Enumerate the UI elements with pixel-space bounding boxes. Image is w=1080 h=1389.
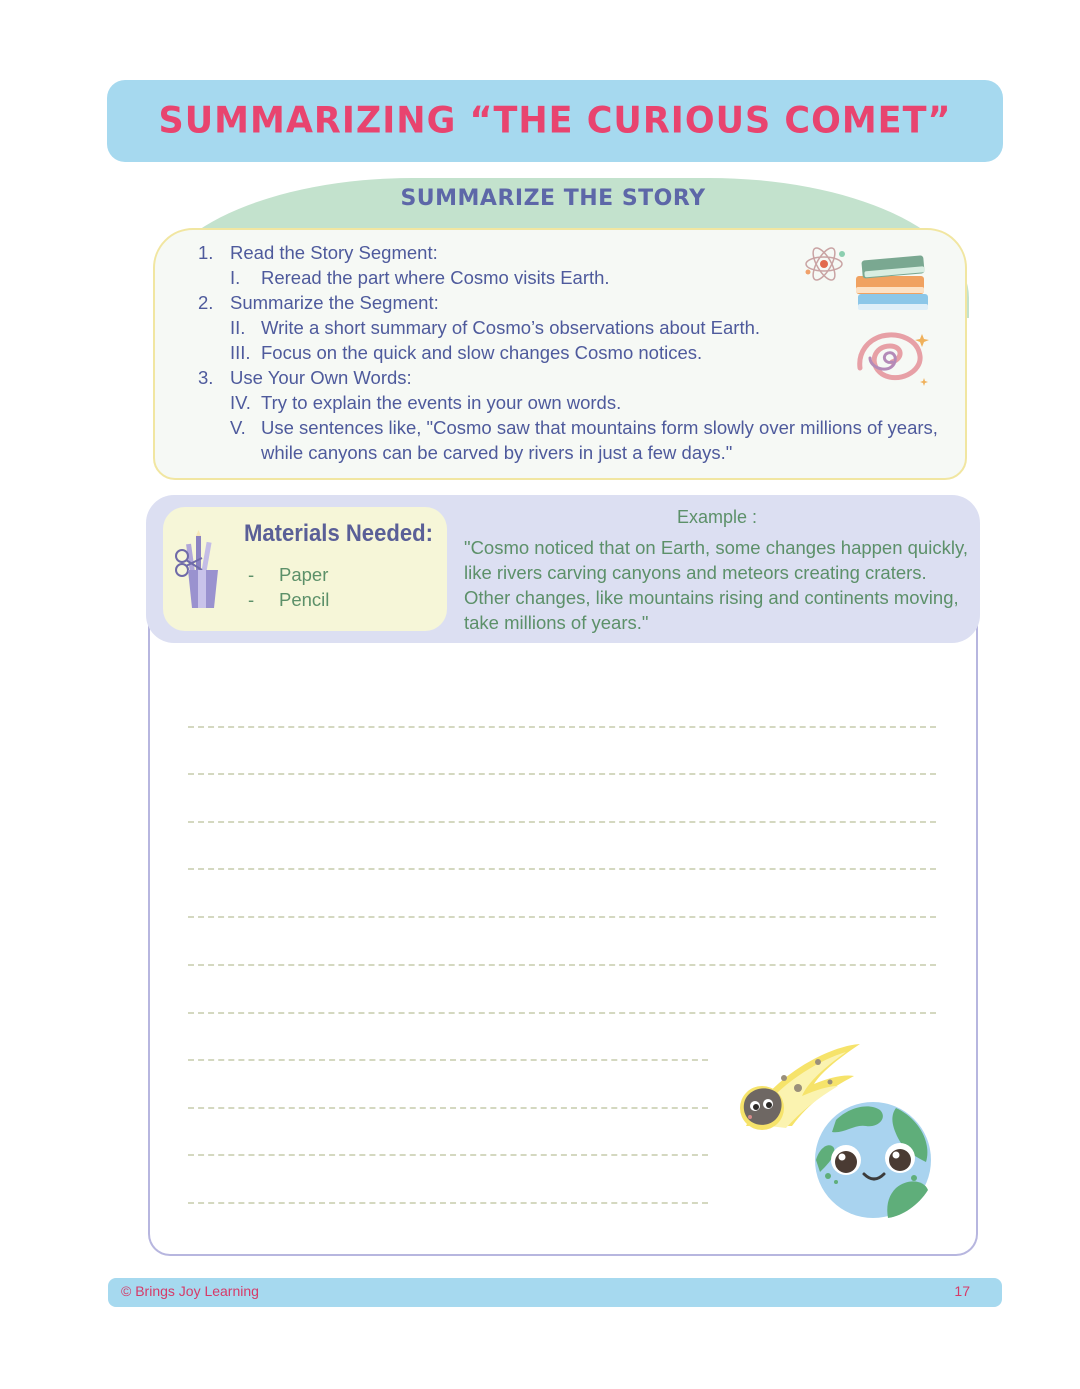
summary-heading: SUMMARIZE THE STORY xyxy=(400,186,706,211)
step-label: Use Your Own Words: xyxy=(230,367,412,388)
list-dash: - xyxy=(248,589,255,610)
writing-line[interactable] xyxy=(188,1059,708,1061)
writing-line[interactable] xyxy=(188,1154,708,1156)
sub-step-item xyxy=(198,315,958,340)
writing-line[interactable] xyxy=(188,821,936,823)
sub-step-number: IV. xyxy=(230,392,251,413)
materials-item-text: Pencil xyxy=(279,589,330,610)
example-label: Example : xyxy=(676,507,758,527)
footer-copyright: © Brings Joy Learning xyxy=(121,1283,259,1299)
comet-earth-illustration xyxy=(728,1038,938,1223)
page-number: 17 xyxy=(954,1283,970,1299)
atom-icon xyxy=(802,242,850,286)
writing-line[interactable] xyxy=(188,773,936,775)
list-dash: - xyxy=(248,564,255,585)
sub-step-text: Use sentences like, "Cosmo saw that mountains form slowly over millions of years, while canyons can be carved by rivers in just a few days." xyxy=(261,417,938,463)
title-banner xyxy=(107,80,1003,162)
writing-line[interactable] xyxy=(188,964,936,966)
step-label: Read the Story Segment: xyxy=(230,242,438,263)
step-number: 1. xyxy=(198,242,214,263)
example-text: "Cosmo noticed that on Earth, some changes happen quickly, like rivers carving canyons and meteors creating craters. Other changes, like mountains rising and continents moving, take millions of years." xyxy=(464,537,968,633)
page-title: SUMMARIZING “THE CURIOUS COMET” xyxy=(158,100,952,142)
materials-item xyxy=(248,587,329,612)
step-item xyxy=(198,290,958,315)
writing-line[interactable] xyxy=(188,1202,708,1204)
sub-step-number: I. xyxy=(230,267,241,288)
sub-step-text: Try to explain the events in your own words. xyxy=(261,392,622,413)
writing-line[interactable] xyxy=(188,726,936,728)
materials-list xyxy=(248,562,329,612)
sub-step-item xyxy=(198,340,958,365)
sub-step-number: III. xyxy=(230,342,251,363)
sub-step-number: II. xyxy=(230,317,246,338)
sub-step-text: Reread the part where Cosmo visits Earth. xyxy=(261,267,610,288)
sub-step-text: Focus on the quick and slow changes Cosmo notices. xyxy=(261,342,703,363)
footer-bar xyxy=(108,1278,1002,1307)
writing-line[interactable] xyxy=(188,916,936,918)
writing-line[interactable] xyxy=(188,1012,936,1014)
step-label: Summarize the Segment: xyxy=(230,292,439,313)
pencil-cup-icon xyxy=(174,530,232,610)
sub-step-item xyxy=(198,415,958,465)
materials-item xyxy=(248,562,329,587)
step-item xyxy=(198,365,958,390)
galaxy-icon xyxy=(852,328,932,394)
sub-step-number: V. xyxy=(230,417,246,438)
books-icon xyxy=(852,252,932,318)
writing-line[interactable] xyxy=(188,1107,708,1109)
earth-icon xyxy=(815,1102,931,1218)
sub-step-text: Write a short summary of Cosmo’s observations about Earth. xyxy=(261,317,761,338)
step-number: 2. xyxy=(198,292,214,313)
materials-title: Materials Needed: xyxy=(244,520,433,547)
writing-line[interactable] xyxy=(188,868,936,870)
materials-item-text: Paper xyxy=(279,564,329,585)
step-number: 3. xyxy=(198,367,214,388)
sub-step-item xyxy=(198,390,958,415)
